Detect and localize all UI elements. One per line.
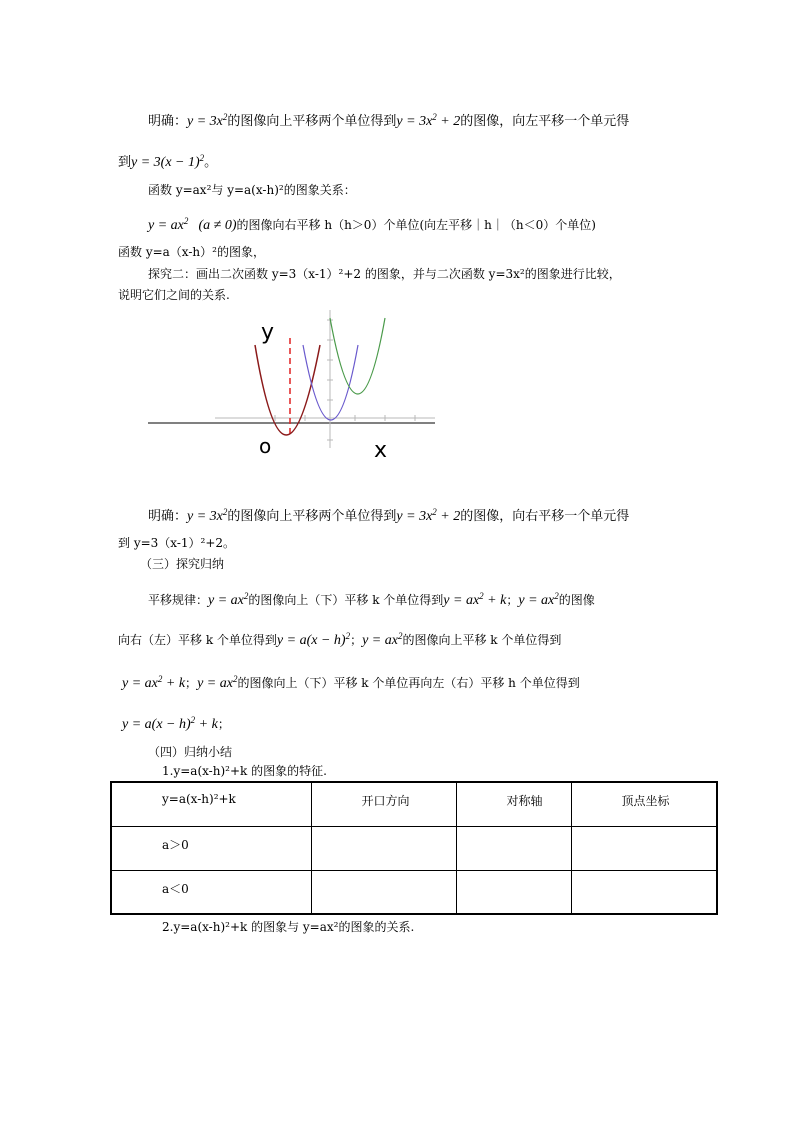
section4-item1: 1.y=a(x-h)²+k 的图象的特征. bbox=[162, 764, 327, 778]
section4-item2: 2.y=a(x-h)²+k 的图象与 y=ax²的图象的关系. bbox=[162, 920, 415, 934]
table-cell: a＞0 bbox=[111, 826, 311, 870]
rule-eq-3b: $y = ax^2$ bbox=[197, 674, 238, 691]
rule-line3: $y = ax^2 + k$；$y = ax^2$的图像向上（下）平移 k 个单位再向左（右）平移 h 个单位得到 bbox=[122, 674, 580, 691]
p3-line1 bbox=[148, 213, 596, 234]
p5-eq-b: $y = 3x^2 + 2$ bbox=[396, 507, 461, 524]
section3-heading: （三）探究归纳 bbox=[140, 557, 225, 571]
p1-line1 bbox=[148, 109, 629, 130]
y-axis-label: y bbox=[261, 320, 275, 345]
rule-eq-1b: $y = ax^2 + k$ bbox=[443, 591, 507, 608]
p3-cond: (a ≠ 0) bbox=[198, 218, 237, 233]
p5-suffix: 的图像，向右平移一个单元得 bbox=[460, 509, 630, 524]
table-header-cell: y=a(x-h)²+k bbox=[111, 782, 311, 826]
rule-line2: 向右（左）平移 k 个单位得到$y = a(x - h)^2$；$y = ax^2$的图像向上平移 k 个单位得到 bbox=[118, 631, 562, 648]
p1-line2-suffix: 。 bbox=[204, 155, 218, 170]
rule-eq-2b: $y = ax^2$ bbox=[362, 631, 403, 648]
table-cell bbox=[571, 870, 717, 914]
p5-mid: 的图像向上平移两个单位得到 bbox=[227, 509, 397, 524]
green-parabola bbox=[330, 318, 385, 394]
table-row bbox=[111, 826, 717, 870]
p1-prefix: 明确： bbox=[148, 114, 188, 129]
p1-suffix: 的图像，向左平移一个单元得 bbox=[460, 114, 630, 129]
p5-eq-a: $y = 3x^2$ bbox=[187, 507, 228, 524]
p3-text: 的图像向右平移 h（h＞0）个单位(向左平移｜h｜（h＜0）个单位) bbox=[236, 218, 596, 232]
rule-line1: 平移规律：$y = ax^2$的图像向上（下）平移 k 个单位得到$y = ax^2 + k$；$y = ax^2$的图像 bbox=[148, 591, 595, 608]
rule-eq-1a: $y = ax^2$ bbox=[208, 591, 249, 608]
x-axis-label: x bbox=[374, 438, 388, 463]
table-cell bbox=[311, 826, 456, 870]
table-cell bbox=[311, 870, 456, 914]
table-header-row bbox=[111, 782, 717, 826]
p1-mid: 的图像向上平移两个单位得到 bbox=[227, 114, 397, 129]
rule-eq-3a: $y = ax^2 + k$ bbox=[122, 674, 186, 691]
p5-prefix: 明确： bbox=[148, 509, 188, 524]
section4-heading: （四）归纳小结 bbox=[148, 745, 233, 759]
feature-table bbox=[110, 781, 718, 915]
p4-line1: 探究二：画出二次函数 y=3（x-1）²+2 的图象，并与二次函数 y=3x²的图象进行比较， bbox=[148, 267, 621, 281]
rule-eq-2a: $y = a(x - h)^2$ bbox=[276, 631, 351, 648]
p3-line2: 函数 y=a（x-h）²的图象， bbox=[118, 245, 265, 259]
table-cell bbox=[571, 826, 717, 870]
p1-eq-c: $y = 3(x - 1)^2$ bbox=[131, 153, 205, 170]
table-cell bbox=[456, 826, 571, 870]
table-header-cell: 对称轴 bbox=[456, 782, 571, 826]
table-cell bbox=[456, 870, 571, 914]
p1-eq-b: $y = 3x^2 + 2$ bbox=[396, 112, 461, 129]
p2-text: 函数 y=ax²与 y=a(x-h)²的图象关系： bbox=[148, 183, 356, 197]
table-header-cell: 开口方向 bbox=[311, 782, 456, 826]
p3-eq: $y = ax^2$ bbox=[148, 216, 189, 233]
red-parabola bbox=[255, 345, 320, 435]
rule-eq-1c: $y = ax^2$ bbox=[518, 591, 559, 608]
p1-eq-a: $y = 3x^2$ bbox=[187, 112, 228, 129]
table-cell: a＜0 bbox=[111, 870, 311, 914]
p4-line2: 说明它们之间的关系. bbox=[118, 288, 230, 302]
p1-line2-prefix: 到 bbox=[118, 155, 132, 170]
p5-line1 bbox=[148, 504, 629, 525]
origin-label: o bbox=[259, 434, 272, 458]
parabola-graph bbox=[145, 300, 445, 465]
rule-line4: $y = a(x - h)^2 + k$； bbox=[122, 715, 230, 732]
table-row bbox=[111, 870, 717, 914]
rule-eq-4: $y = a(x - h)^2 + k$ bbox=[122, 715, 218, 732]
table-header-cell: 顶点坐标 bbox=[571, 782, 717, 826]
grid-ticks bbox=[275, 320, 415, 440]
p1-line2 bbox=[118, 150, 217, 171]
p5-line2: 到 y=3（x-1）²+2。 bbox=[118, 536, 236, 550]
